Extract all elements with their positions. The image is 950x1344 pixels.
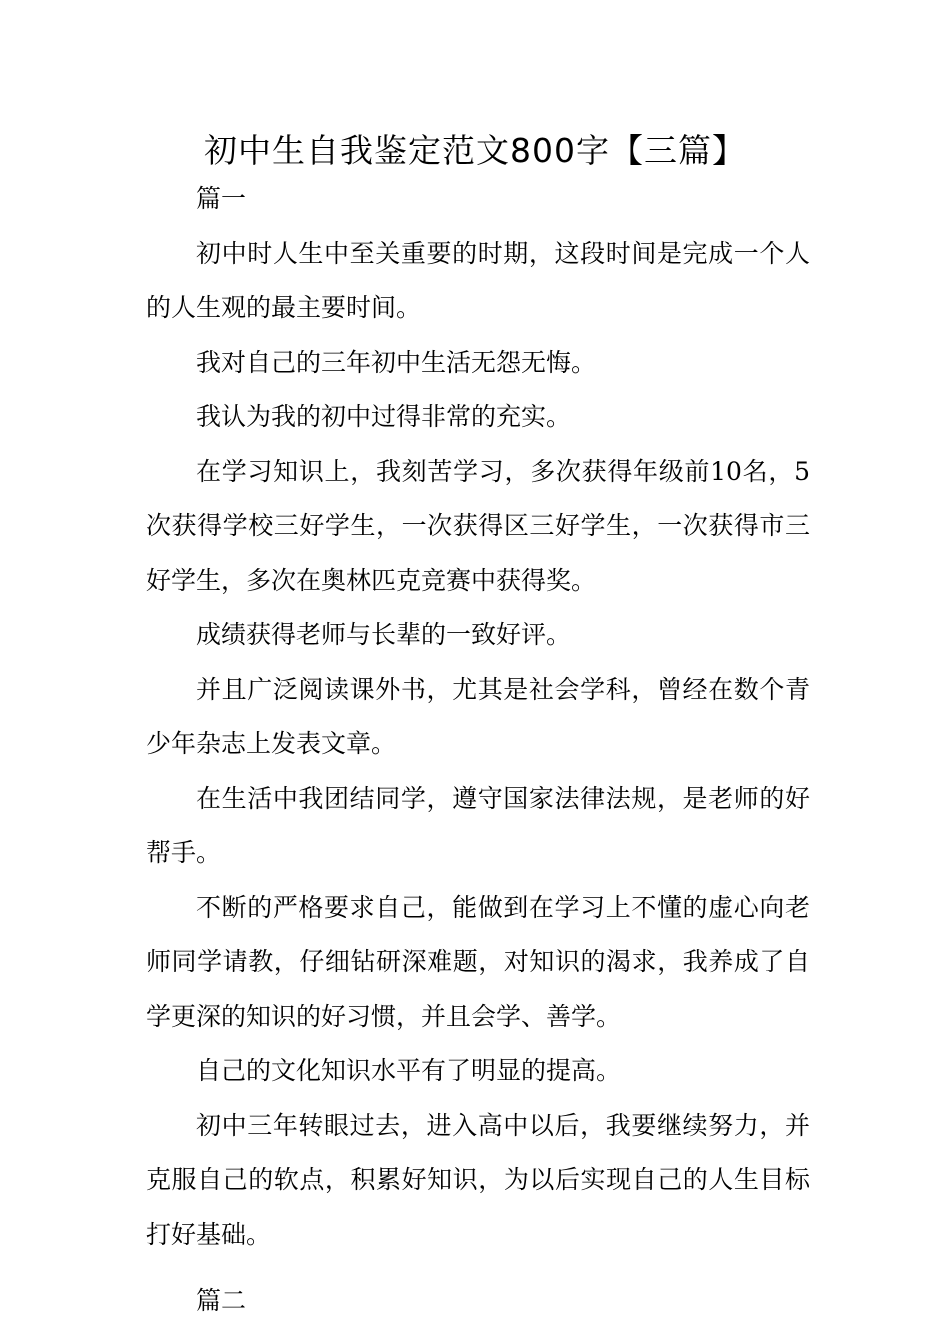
paragraph: 初中时人生中至关重要的时期，这段时间是完成一个人的人生观的最主要时间。 [146,238,810,322]
paragraph: 在学习知识上，我刻苦学习，多次获得年级前10名，5次获得学校三好学生，一次获得区三好学生，一次获得市三好学生，多次在奥林匹克竞赛中获得奖。 [146,456,810,595]
paragraph: 并且广泛阅读课外书，尤其是社会学科，曾经在数个青少年杂志上发表文章。 [146,674,810,758]
paragraph: 成绩获得老师与长辈的一致好评。 [196,620,572,649]
document-body [146,172,810,1329]
paragraph: 初中三年转眼过去，进入高中以后，我要继续努力，并克服自己的软点，积累好知识，为以后实现自己的人生目标打好基础。 [146,1110,810,1249]
section-heading-1: 篇一 [196,184,247,213]
paragraph: 在生活中我团结同学，遵守国家法律法规，是老师的好帮手。 [146,783,810,867]
paragraph: 我认为我的初中过得非常的充实。 [196,402,572,431]
document-title: 初中生自我鉴定范文800字【三篇】 [204,131,746,170]
section-heading-2: 篇二 [196,1286,247,1315]
paragraph: 自己的文化知识水平有了明显的提高。 [196,1056,622,1085]
paragraph: 我对自己的三年初中生活无怨无悔。 [196,347,597,377]
paragraph: 不断的严格要求自己，能做到在学习上不懂的虚心向老师同学请教，仔细钻研深难题，对知识的渴求，我养成了自学更深的知识的好习惯，并且会学、善学。 [146,892,810,1031]
